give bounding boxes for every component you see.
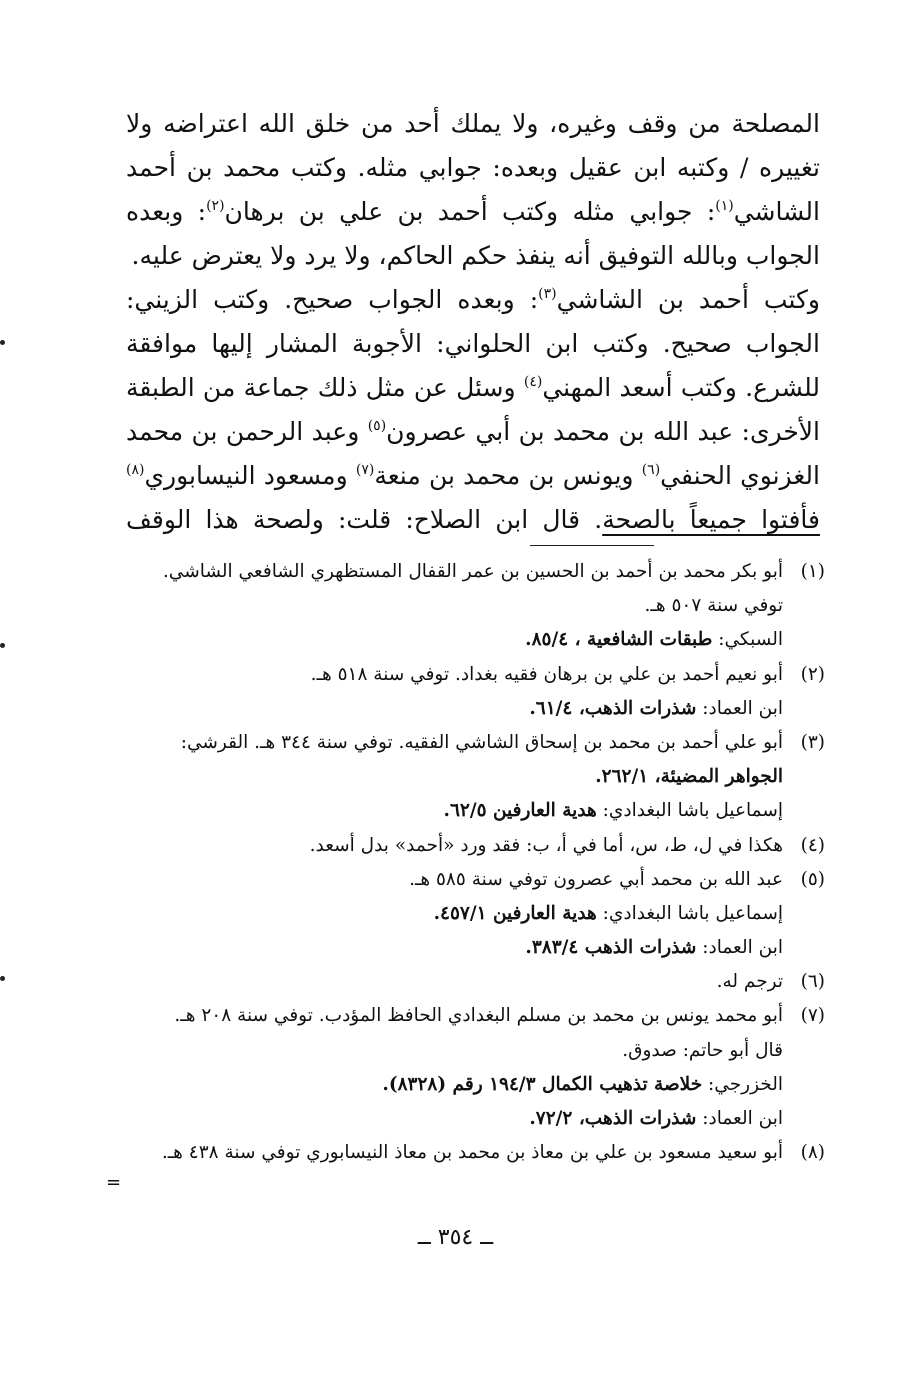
footnote-text: أبو محمد يونس بن محمد بن مسلم البغدادي الحافظ المؤدب. توفي سنة ٢٠٨ هـ.	[174, 1005, 783, 1027]
footnote-text: أبو بكر محمد بن أحمد بن الحسين بن عمر القفال المستظهري الشافعي الشاشي.	[162, 561, 783, 582]
footnote-marker: (٥)	[367, 418, 387, 434]
footnote-reference: شذرات الذهب، ٧٢/٢.	[529, 1108, 697, 1129]
footnote	[125, 726, 825, 829]
footnote-text: أبو علي أحمد بن محمد بن إسحاق الشاشي الفقيه. توفي سنة ٣٤٤ هـ. القرشي:	[180, 731, 783, 753]
footnote-source: ابن العماد:	[702, 697, 783, 719]
footnote-reference: الجواهر المضيئة، ٢٦٢/١.	[595, 766, 783, 788]
footnote-line	[125, 931, 825, 965]
text-line: الجواب وبالله التوفيق أنه ينفذ حكم الحاكم، ولا يرد ولا يعترض عليه.	[131, 241, 820, 270]
footnote-line	[125, 658, 825, 692]
footnote-text: عبد الله بن محمد أبي عصرون توفي سنة ٥٨٥ هـ.	[409, 868, 783, 890]
footnote	[125, 999, 825, 1136]
footnote	[125, 965, 825, 999]
footnote-line	[125, 1102, 825, 1136]
margin-dot	[0, 643, 5, 648]
footnote-number: (٢)	[800, 663, 825, 685]
footnote-marker: (٤)	[523, 374, 543, 390]
footnote-source: إسماعيل باشا البغدادي:	[602, 800, 783, 822]
footnote-line	[125, 965, 825, 999]
footnote-number: (٥)	[800, 868, 825, 890]
footnote-line	[125, 692, 825, 726]
text-line: وكتب أحمد بن الشاشي$^{(٣)}$: وبعده الجواب صحيح. وكتب الزيني:	[126, 285, 821, 314]
main-text	[126, 102, 820, 542]
footnote-marker: (٣)	[538, 286, 557, 302]
footnote-number: (٨)	[800, 1142, 825, 1164]
footnote-line	[125, 829, 825, 863]
footnote-number: (٧)	[800, 1005, 825, 1027]
footnote-reference: خلاصة تذهيب الكمال ١٩٤/٣ رقم (٨٣٢٨).	[382, 1073, 703, 1095]
text-line: الشاشي$^{(١)}$: جوابي مثله وكتب أحمد بن علي بن برهان$^{(٢)}$: وبعده	[126, 197, 820, 226]
footnote-text: ترجم له.	[716, 971, 783, 993]
footnote-line	[125, 1034, 825, 1068]
footnote-line	[125, 897, 825, 931]
text-line: تغييره / وكتبه ابن عقيل وبعده: جوابي مثله. وكتب محمد بن أحمد	[126, 153, 820, 182]
footnotes	[125, 555, 825, 1170]
margin-dot	[0, 340, 5, 345]
footnote-text: هكذا في ل، ط، س، أما في أ، ب: فقد ورد «أحمد» بدل أسعد.	[309, 834, 783, 856]
footnote-text: توفي سنة ٥٠٧ هـ.	[644, 595, 783, 617]
underlined-phrase: فأفتوا جميعاً بالصحة	[602, 505, 820, 534]
footnote-text: قال أبو حاتم: صدوق.	[622, 1039, 783, 1061]
footnote-line	[125, 760, 825, 794]
footnote-reference: هدية العارفين ٦٢/٥.	[443, 800, 597, 822]
footnote-marker: (٢)	[206, 198, 225, 214]
footnote-marker: (١)	[715, 198, 734, 214]
footnote-line	[125, 555, 825, 589]
footnote-marker: (٨)	[126, 462, 145, 478]
footnote	[125, 1136, 825, 1170]
footnote-source: السبكي:	[718, 629, 783, 651]
footnote-line	[125, 863, 825, 897]
footnote-marker: (٦)	[641, 462, 661, 478]
footnote-source: إسماعيل باشا البغدادي:	[602, 902, 783, 924]
footnote	[125, 829, 825, 863]
footnote-line	[125, 726, 825, 760]
footnote-text: أبو سعيد مسعود بن علي بن معاذ بن محمد بن معاذ النيسابوري توفي سنة ٤٣٨ هـ.	[161, 1142, 783, 1164]
footnote-number: (٣)	[800, 731, 825, 753]
footnote-number: (١)	[800, 561, 825, 582]
footnote	[125, 555, 825, 658]
footnote-line	[125, 1068, 825, 1102]
page-number: ــ ٣٥٤ ــ	[417, 1225, 494, 1250]
footnote-source: ابن العماد:	[702, 1108, 783, 1129]
footnote-line	[125, 589, 825, 623]
footnote-line	[125, 623, 825, 657]
footnote-number: (٦)	[800, 971, 825, 993]
margin-dot	[0, 976, 5, 981]
text-line: للشرع. وكتب أسعد المهني$^{(٤)}$ وسئل عن مثل ذلك جماعة من الطبقة	[126, 373, 820, 402]
footnote-reference: شذرات الذهب، ٦١/٤.	[529, 697, 697, 719]
continuation-mark: =	[106, 1172, 122, 1193]
footnote-reference: طبقات الشافعية ، ٨٥/٤.	[525, 629, 713, 651]
footnote-number: (٤)	[800, 834, 825, 856]
footnote	[125, 863, 825, 966]
footnote-line	[125, 999, 825, 1033]
text-line: فأفتوا جميعاً بالصحة. قال ابن الصلاح: قلت: ولصحة هذا الوقف	[126, 505, 820, 534]
text-line: الجواب صحيح. وكتب ابن الحلواني: الأجوبة المشار إليها موافقة	[126, 329, 820, 358]
footnote-reference: شذرات الذهب ٣٨٣/٤.	[525, 937, 697, 959]
footnote-text: أبو نعيم أحمد بن علي بن برهان فقيه بغداد. توفي سنة ٥١٨ هـ.	[310, 663, 783, 685]
footnote-marker: (٧)	[355, 462, 375, 478]
footnote-source: ابن العماد:	[702, 937, 783, 959]
text-line: الأخرى: عبد الله بن محمد بن أبي عصرون$^{(٥)}$ وعبد الرحمن بن محمد	[126, 417, 820, 446]
text-line: المصلحة من وقف وغيره، ولا يملك أحد من خلق الله اعتراضه ولا	[126, 109, 820, 138]
text-line: الغزنوي الحنفي$^{(٦)}$ ويونس بن محمد بن منعة$^{(٧)}$ ومسعود النيسابوري$^{(٨)}$	[126, 461, 820, 490]
footnote-line	[125, 794, 825, 828]
footnote-line	[125, 1136, 825, 1170]
footnote	[125, 658, 825, 726]
footnote-separator	[530, 545, 654, 546]
footnote-reference: هدية العارفين ٤٥٧/١.	[433, 902, 597, 924]
footnote-source: الخزرجي:	[708, 1073, 783, 1095]
